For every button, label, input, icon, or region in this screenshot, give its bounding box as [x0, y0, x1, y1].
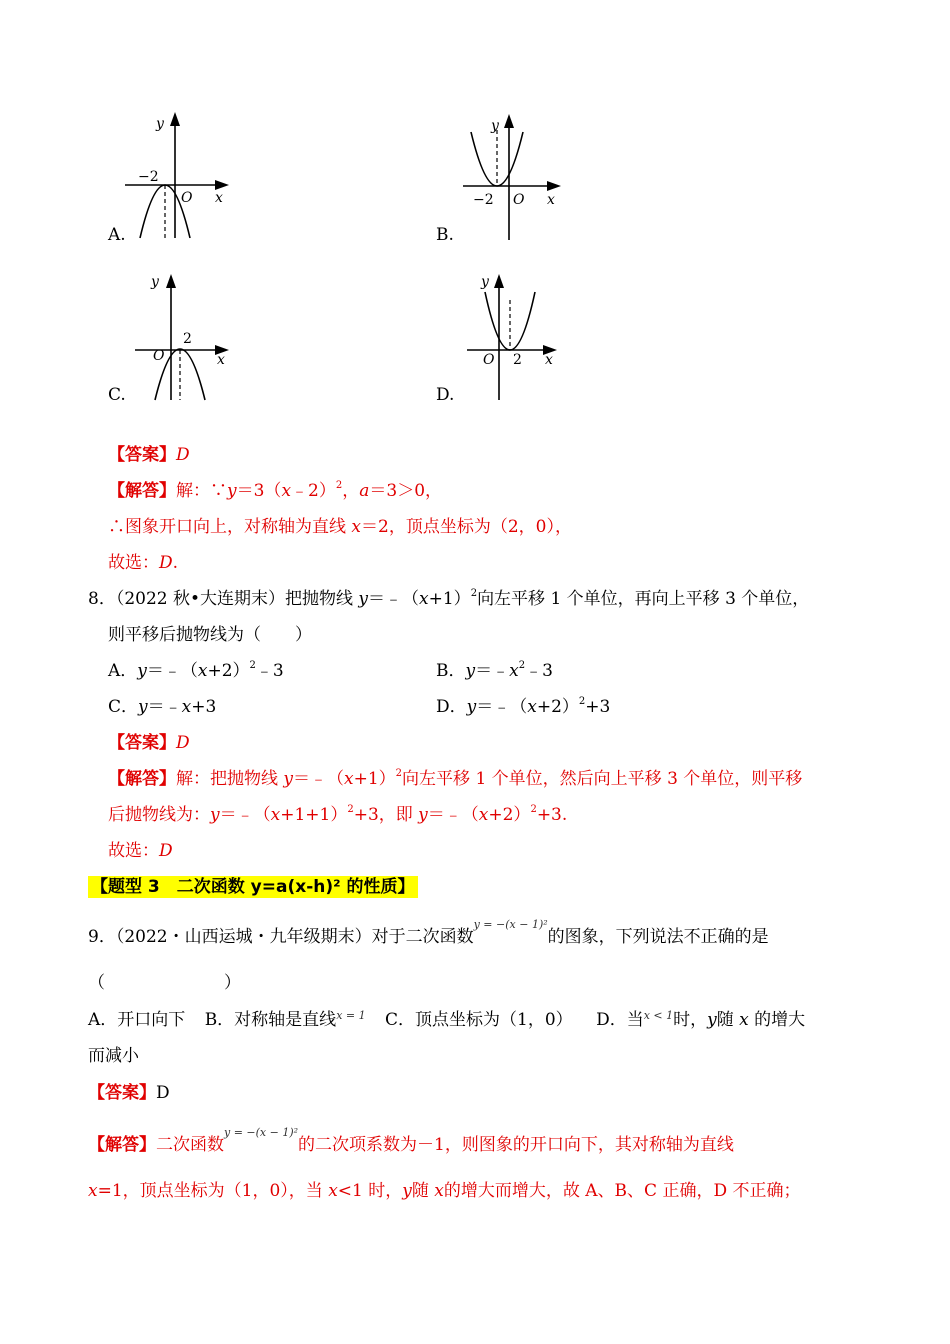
q8-answer: 【答案】D: [108, 733, 190, 753]
svg-text:y: y: [156, 116, 164, 132]
svg-text:O: O: [153, 348, 165, 364]
section-heading: 【题型 3 二次函数 y=a(x-h)² 的性质】: [88, 872, 418, 897]
q8-solution-line1: 【解答】解：把抛物线 $y=﹣(x+1)^2$向左平移 1 个单位，然后向上平移 3 个单位，则平移: [108, 768, 803, 789]
graph-option-b: [433, 110, 583, 250]
q9-stem-line1: 9．（2022・山西运城・九年级期末）对于二次函数$^{y = -(x - 1)^2}$的图象，下列说法不正确的是: [88, 918, 769, 947]
q9-answer: 【答案】D: [88, 1083, 170, 1103]
svg-text:x: x: [217, 352, 225, 368]
q9-options-line2: 而减小: [88, 1046, 139, 1066]
q8-solution-line3: 故选：D: [108, 841, 173, 861]
q9-solution-formula: y = −(x − 1)²: [224, 1126, 299, 1139]
q9-option-b[interactable]: B．对称轴是直线$^{x = 1}$: [204, 1009, 366, 1030]
option-b-label: B.: [436, 225, 454, 245]
svg-text:x: x: [547, 192, 555, 208]
q9-option-c[interactable]: C．顶点坐标为（1，0）: [385, 1010, 573, 1030]
q7-solution-line3: 故选：D.: [108, 553, 179, 573]
svg-text:x: x: [215, 190, 223, 206]
q8-solution-line2: 后抛物线为：$y=﹣(x+1+1)^2+3$，即 $y=﹣(x+2)^2+3$.: [108, 804, 568, 825]
q8-option-b[interactable]: B．$y=﹣x^2﹣3$: [436, 660, 553, 681]
svg-text:2: 2: [183, 331, 192, 347]
option-a-label: A.: [108, 225, 126, 245]
graph-option-c: [105, 270, 255, 410]
svg-text:2: 2: [513, 352, 522, 368]
q9-stem-line2: （ ）: [88, 973, 241, 993]
svg-text:O: O: [181, 190, 193, 206]
graph-option-a: [105, 110, 255, 250]
svg-text:y: y: [491, 118, 499, 134]
q9-formula: y = −(x − 1)²: [473, 918, 548, 931]
svg-text:y: y: [151, 274, 159, 290]
q8-option-d[interactable]: D．$y=﹣(x+2)^2+3$: [436, 696, 611, 717]
q9-option-a[interactable]: A．开口向下: [88, 1010, 186, 1030]
q8-stem-line2: 则平移后抛物线为（ ）: [108, 625, 312, 645]
svg-text:x: x: [545, 352, 553, 368]
q9-option-d[interactable]: D．当$^{x < 1}$时，y随 x 的增大: [596, 1009, 806, 1030]
q8-stem-line1: 8．（2022 秋•大连期末）把抛物线 $y=﹣(x+1)^2$向左平移 1 个单位，再向上平移 3 个单位，: [88, 588, 810, 609]
q7-solution-line1: 【解答】解：∵y＝3（x﹣2）$^2$，a＝3＞0，: [108, 480, 443, 501]
option-d-label: D.: [436, 385, 455, 405]
svg-text:y: y: [481, 274, 489, 290]
graph-option-d: [433, 270, 583, 410]
q7-answer: 【答案】D: [108, 445, 190, 465]
option-c-label: C.: [108, 385, 126, 405]
q9-options-line: [88, 1005, 805, 1030]
q9-solution-line2: x=1，顶点坐标为（1，0），当 x<1 时，y随 x的增大而增大，故 A、B、C 正确，D 不正确；: [88, 1181, 801, 1201]
q7-solution-line2: ∴图象开口向上，对称轴为直线 x＝2，顶点坐标为（2，0），: [108, 517, 572, 537]
q8-option-c[interactable]: C．y＝﹣x+3: [108, 697, 217, 717]
svg-text:O: O: [483, 352, 495, 368]
svg-text:−2: −2: [138, 169, 159, 185]
q9-solution-line1: 【解答】二次函数$^{y = -(x - 1)^2}$的二次项系数为－1，则图象的开口向下，其对称轴为直线: [88, 1126, 734, 1155]
svg-text:−2: −2: [473, 192, 494, 208]
svg-text:O: O: [513, 192, 525, 208]
q8-option-a[interactable]: A．$y=﹣(x+2)^2﹣3$: [108, 660, 284, 681]
